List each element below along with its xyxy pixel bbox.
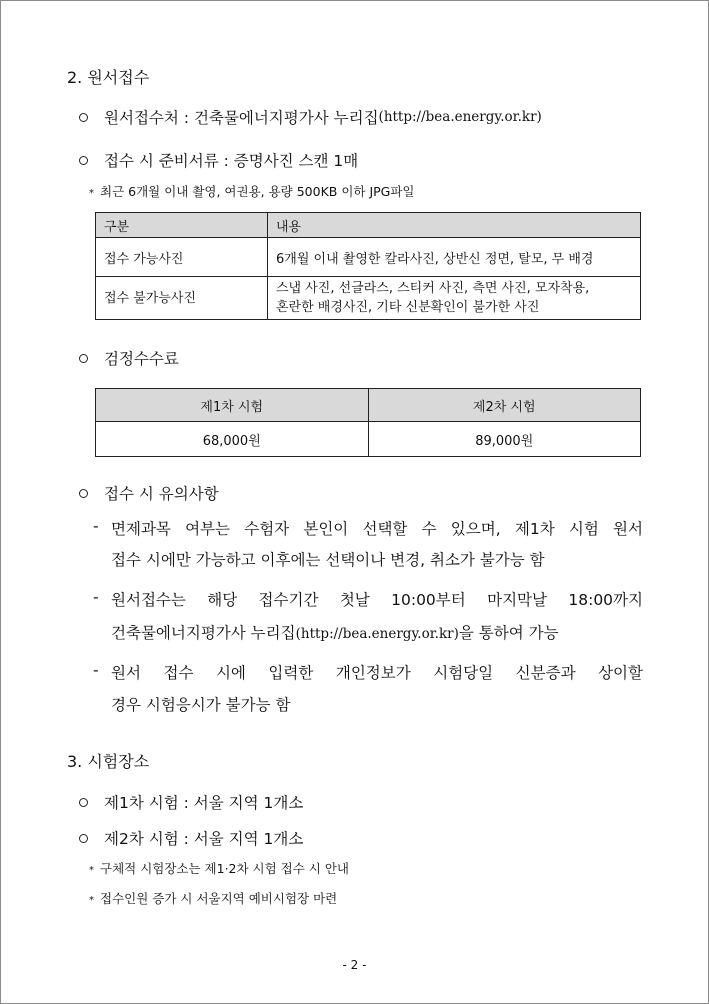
word: 원서접수는 xyxy=(111,591,186,609)
venue-note xyxy=(89,859,349,877)
caution-line xyxy=(111,588,643,610)
page-number: - 2 - xyxy=(342,958,367,972)
word: 10:00부터 xyxy=(391,591,466,609)
word: 개인정보가 xyxy=(335,664,411,682)
table-header-row xyxy=(96,389,641,422)
fee-table xyxy=(95,388,641,457)
word: 접수기간 xyxy=(258,591,319,609)
table-row xyxy=(96,238,641,277)
word: 제1차 xyxy=(514,520,555,538)
venue-note-text: 접수인원 증가 시 서울지역 예비시험장 마련 xyxy=(100,891,338,906)
word: 본인이 xyxy=(303,520,349,538)
dash-marker: - xyxy=(93,588,99,606)
table-header-cell: 제1차 시험 xyxy=(96,389,369,422)
word: 시험당일 xyxy=(433,664,494,682)
word: 선택할 xyxy=(362,520,408,538)
word: 접수 xyxy=(163,664,194,682)
word: 18:00까지 xyxy=(568,591,643,609)
circle-bullet-icon xyxy=(79,798,88,807)
word: 수험자 xyxy=(244,520,290,538)
word: 여부는 xyxy=(185,520,231,538)
caution-list-item xyxy=(93,517,643,539)
table-cell: 68,000원 xyxy=(96,422,369,457)
caution-line xyxy=(111,621,559,643)
section-3-heading: 3. 시험장소 xyxy=(67,752,150,771)
fee-heading: 검정수수료 xyxy=(104,350,179,368)
photo-note xyxy=(89,182,415,200)
application-site-item xyxy=(79,106,542,128)
table-cell-line: 스냅 사진, 선글라스, 스티커 사진, 측면 사진, 모자착용, xyxy=(276,281,590,296)
venue-item xyxy=(79,827,303,849)
caution-line xyxy=(111,661,643,683)
required-documents-label: 접수 시 준비서류 : 증명사진 스캔 1매 xyxy=(104,152,359,170)
word: 시에 xyxy=(215,664,246,682)
application-site-url: (http://bea.energy.or.kr) xyxy=(378,109,542,125)
table-cell: 6개월 이내 촬영한 칼라사진, 상반신 정면, 탈모, 무 배경 xyxy=(268,238,641,277)
word: 해당 xyxy=(207,591,238,609)
required-documents-item xyxy=(79,149,358,171)
venue-note xyxy=(89,889,337,907)
table-cell: 접수 불가능사진 xyxy=(96,277,268,320)
caution-text: 건축물에너지평가사 누리집 xyxy=(111,624,296,642)
table-cell: 89,000원 xyxy=(368,422,641,457)
word: 상이할 xyxy=(598,664,643,682)
table-header-cell: 제2차 시험 xyxy=(368,389,641,422)
word: 첫날 xyxy=(339,591,370,609)
caution-item xyxy=(79,482,219,504)
venue-text: 제2차 시험 : 서울 지역 1개소 xyxy=(104,830,304,848)
caution-heading: 접수 시 유의사항 xyxy=(104,485,219,503)
fee-item xyxy=(79,347,179,369)
note-marker: * xyxy=(89,188,94,199)
word: 있으며, xyxy=(450,520,501,538)
note-marker: * xyxy=(89,865,94,876)
table-cell xyxy=(268,277,641,320)
table-row xyxy=(96,422,641,457)
word: 면제과목 xyxy=(111,520,171,538)
word: 원서 xyxy=(111,664,141,682)
caution-line: 접수 시에만 가능하고 이후에는 선택이나 변경, 취소가 불가능 함 xyxy=(111,551,545,569)
venue-text: 제1차 시험 : 서울 지역 1개소 xyxy=(104,794,304,812)
table-header-cell: 구분 xyxy=(96,213,268,238)
caution-list-item xyxy=(93,588,643,610)
circle-bullet-icon xyxy=(79,489,88,498)
word: 입력한 xyxy=(268,664,314,682)
section-2-heading: 2. 원서접수 xyxy=(67,68,150,87)
word: 마지막날 xyxy=(487,591,548,609)
caution-list-item xyxy=(93,661,643,683)
word: 원서 xyxy=(613,520,643,538)
photo-requirements-table xyxy=(95,212,641,320)
circle-bullet-icon xyxy=(79,834,88,843)
table-cell: 접수 가능사진 xyxy=(96,238,268,277)
table-header-cell: 내용 xyxy=(268,213,641,238)
dash-marker: - xyxy=(93,661,99,679)
caution-line xyxy=(111,517,643,539)
table-header-row xyxy=(96,213,641,238)
caution-text: 을 통하여 가능 xyxy=(458,624,559,642)
circle-bullet-icon xyxy=(79,354,88,363)
venue-note-text: 구체적 시험장소는 제1·2차 시험 접수 시 안내 xyxy=(100,861,349,876)
dash-marker: - xyxy=(93,517,99,535)
note-marker: * xyxy=(89,895,94,906)
word: 시험 xyxy=(568,520,599,538)
word: 수 xyxy=(421,520,437,538)
table-cell-line: 혼란한 배경사진, 기타 신분확인이 불가한 사진 xyxy=(276,300,540,315)
caution-line: 경우 시험응시가 불가능 함 xyxy=(111,696,291,714)
circle-bullet-icon xyxy=(79,113,88,122)
circle-bullet-icon xyxy=(79,156,88,165)
venue-item xyxy=(79,791,303,813)
application-site-label: 원서접수처 : 건축물에너지평가사 누리집 xyxy=(104,109,379,127)
word: 신분증과 xyxy=(515,664,576,682)
photo-note-text: 최근 6개월 이내 촬영, 여권용, 용량 500KB 이하 JPG파일 xyxy=(100,184,415,199)
table-row xyxy=(96,277,641,320)
caution-url: (http://bea.energy.or.kr) xyxy=(295,626,459,642)
